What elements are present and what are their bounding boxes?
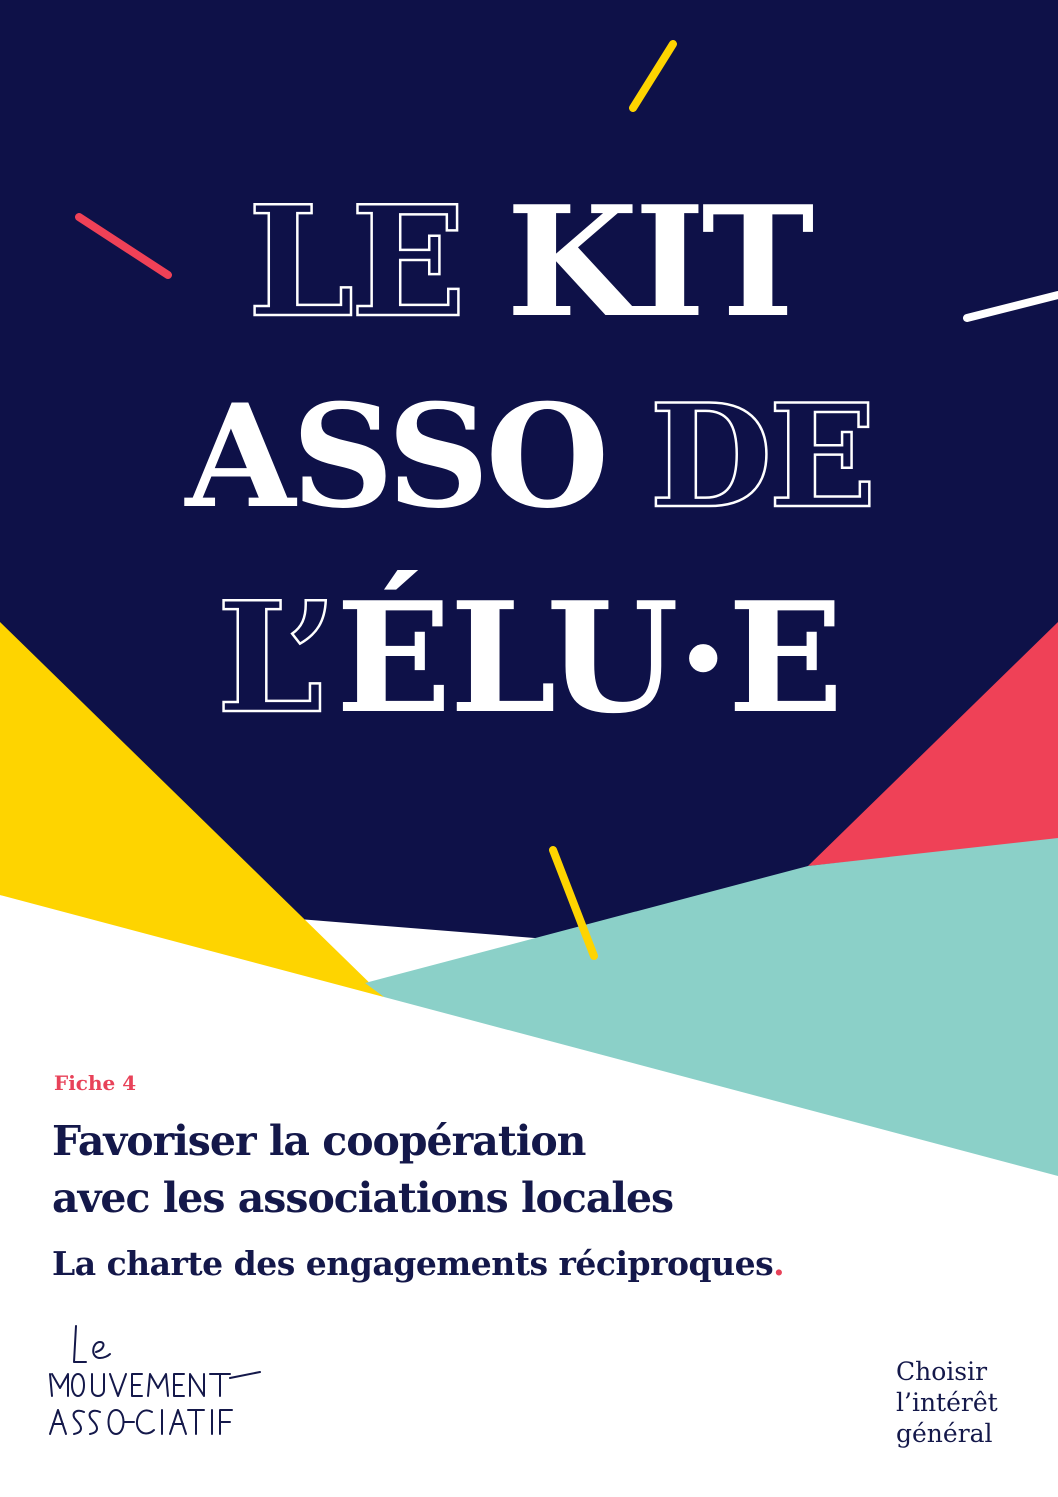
mouvement-associatif-logo [44, 1322, 274, 1447]
title-line-3 [0, 568, 1058, 747]
tagline-line-2: l’intérêt [896, 1388, 998, 1417]
title-word-l-apostrophe: L’ [216, 568, 336, 747]
title-line-2 [0, 374, 1058, 540]
heading-line-2: avec les associations locales [52, 1174, 674, 1222]
fiche-label: Fiche 4 [54, 1071, 137, 1095]
title-word-elu-e: ÉLU·E [335, 568, 842, 747]
title-word-de: DE [649, 374, 873, 540]
cover-heading [52, 1113, 952, 1227]
subheading-dot: . [773, 1244, 785, 1283]
heading-line-1: Favoriser la coopération [52, 1117, 586, 1165]
title-word-kit: KIT [506, 172, 811, 351]
tagline-line-1: Choisir [896, 1357, 988, 1386]
title-word-asso: ASSO [185, 374, 606, 540]
title-line-1 [0, 172, 1058, 351]
subheading-text: La charte des engagements réciproques [52, 1244, 774, 1283]
tagline-line-3: général [896, 1419, 993, 1448]
title-word-le: LE [247, 172, 463, 351]
tagline [896, 1356, 998, 1449]
cover-subheading [52, 1244, 784, 1283]
